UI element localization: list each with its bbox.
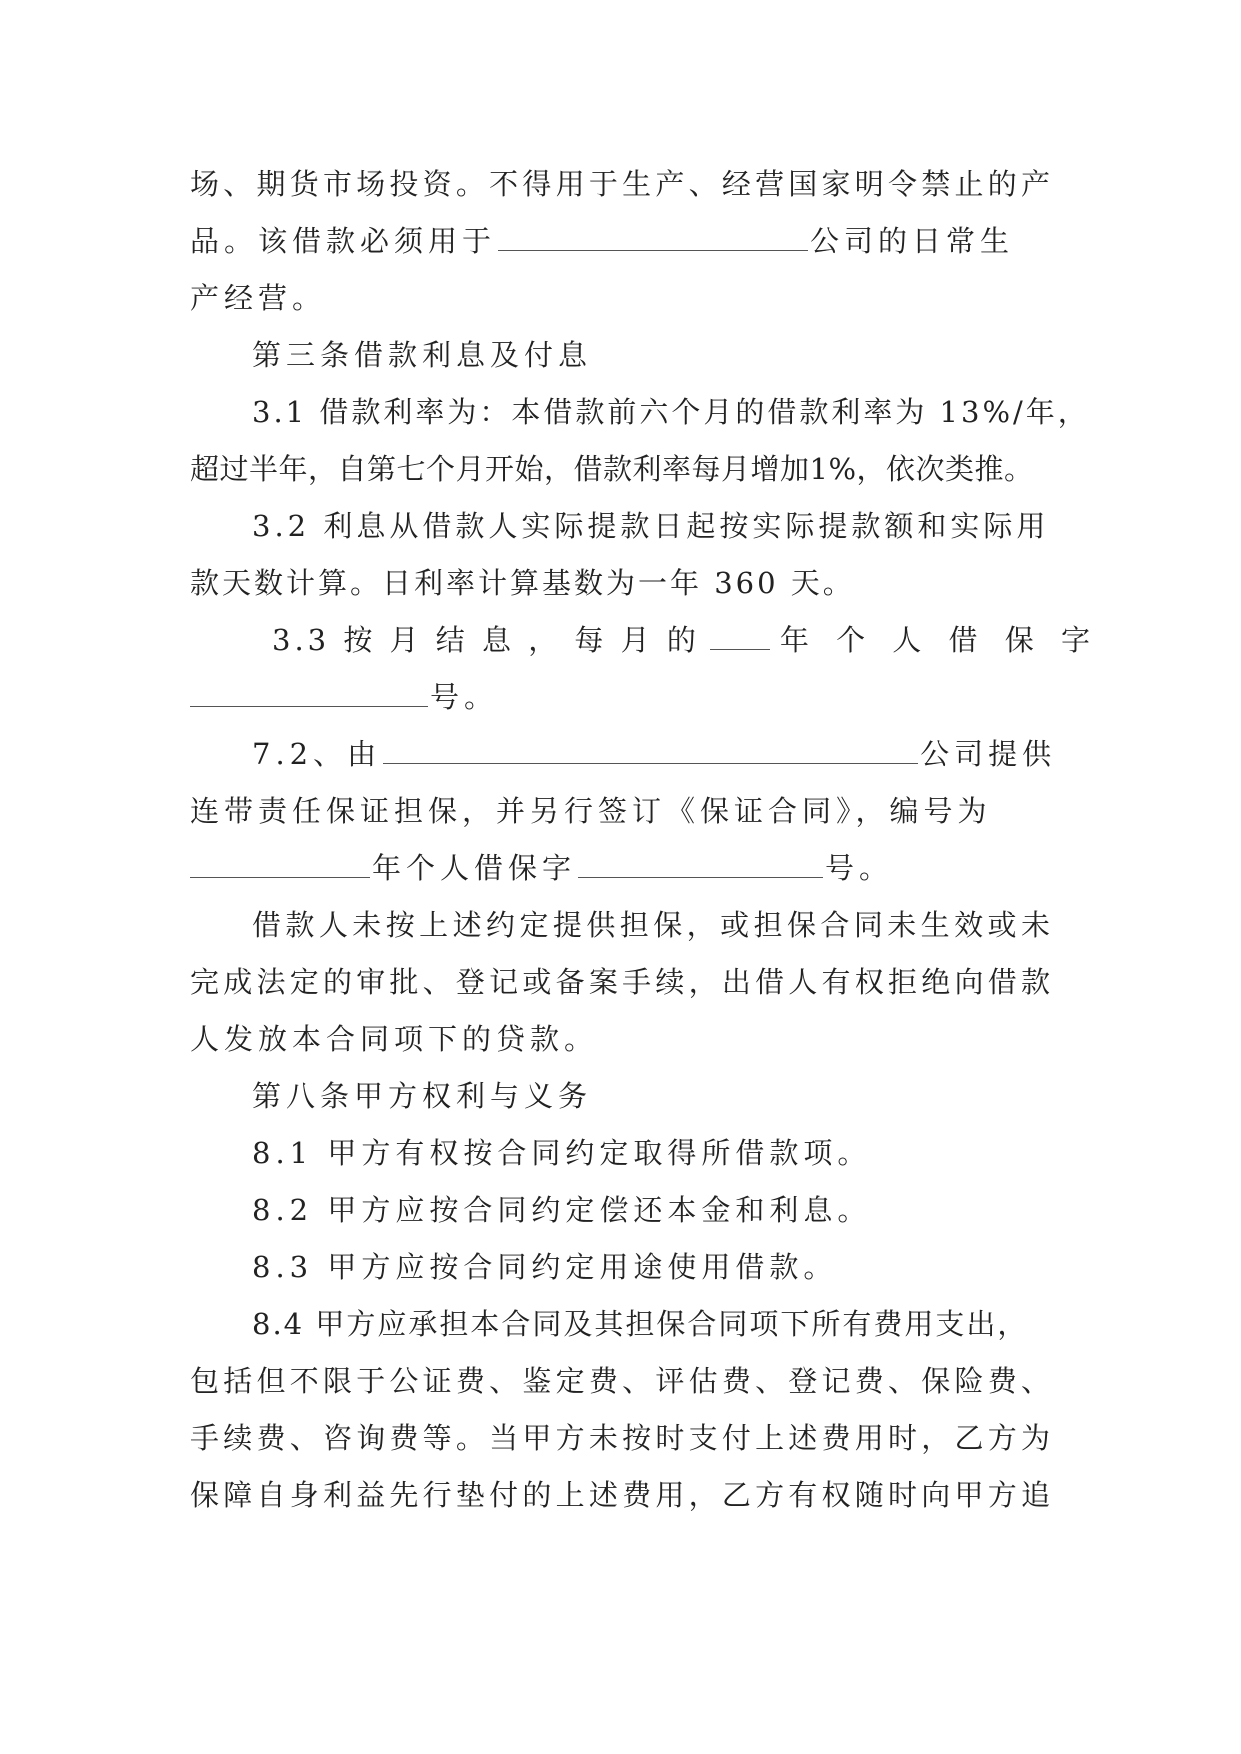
blank-underline xyxy=(578,853,823,878)
blank-underline xyxy=(383,739,918,764)
text-line: 超过半年，自第七个月开始，借款利率每月增加1%，依次类推。 xyxy=(190,452,1034,486)
text-line: 8.2 甲方应按合同约定偿还本金和利息。 xyxy=(252,1193,872,1227)
text-segment: 年 个 人 借 保 字 xyxy=(779,623,1099,657)
text-segment: 7.2、由 xyxy=(252,737,382,771)
text-line: 包括但不限于公证费、鉴定费、评估费、登记费、保险费、 xyxy=(190,1364,1050,1398)
text-line: 产经营。 xyxy=(190,281,327,315)
text-line xyxy=(272,619,1099,661)
text-segment: 品。该借款必须用于 xyxy=(190,224,497,258)
text-line: 借款人未按上述约定提供担保，或担保合同未生效或未 xyxy=(252,908,1050,942)
text-line: 8.4 甲方应承担本合同及其担保合同项下所有费用支出， xyxy=(252,1307,1029,1341)
text-line: 3.1 借款利率为：本借款前六个月的借款利率为 13%/年， xyxy=(252,395,1090,429)
text-segment: 年个人借保字 xyxy=(372,851,577,885)
text-segment: 公司的日常生 xyxy=(810,224,1015,258)
text-line: 连带责任保证担保，并另行签订《保证合同》，编号为 xyxy=(190,794,992,828)
text-line xyxy=(190,676,1050,718)
text-line: 完成法定的审批、登记或备案手续，出借人有权拒绝向借款 xyxy=(190,965,1050,999)
text-line xyxy=(190,220,1050,262)
text-line: 人发放本合同项下的贷款。 xyxy=(190,1022,599,1056)
text-line xyxy=(252,733,1057,775)
section-heading: 第三条借款利息及付息 xyxy=(252,338,593,372)
text-line: 8.3 甲方应按合同约定用途使用借款。 xyxy=(252,1250,838,1284)
text-line: 保障自身利益先行垫付的上述费用，乙方有权随时向甲方追 xyxy=(190,1478,1050,1512)
text-line: 3.2 利息从借款人实际提款日起按实际提款额和实际用 xyxy=(252,509,1050,543)
blank-underline xyxy=(710,625,770,650)
text-line: 8.1 甲方有权按合同约定取得所借款项。 xyxy=(252,1136,872,1170)
text-line: 手续费、咨询费等。当甲方未按时支付上述费用时，乙方为 xyxy=(190,1421,1050,1455)
blank-underline xyxy=(498,226,808,251)
text-line: 场、期货市场投资。不得用于生产、经营国家明令禁止的产 xyxy=(190,167,1050,201)
text-segment: 号。 xyxy=(430,680,499,714)
blank-underline xyxy=(190,853,370,878)
text-segment: 3.3 按 月 结 息 ， 每 月 的 xyxy=(272,623,700,657)
text-segment: 号。 xyxy=(825,851,894,885)
text-segment: 公司提供 xyxy=(920,737,1057,771)
text-line xyxy=(190,847,1050,889)
blank-underline xyxy=(190,682,428,707)
text-line: 款天数计算。日利率计算基数为一年 360 天。 xyxy=(190,566,855,600)
section-heading: 第八条甲方权利与义务 xyxy=(252,1079,593,1113)
